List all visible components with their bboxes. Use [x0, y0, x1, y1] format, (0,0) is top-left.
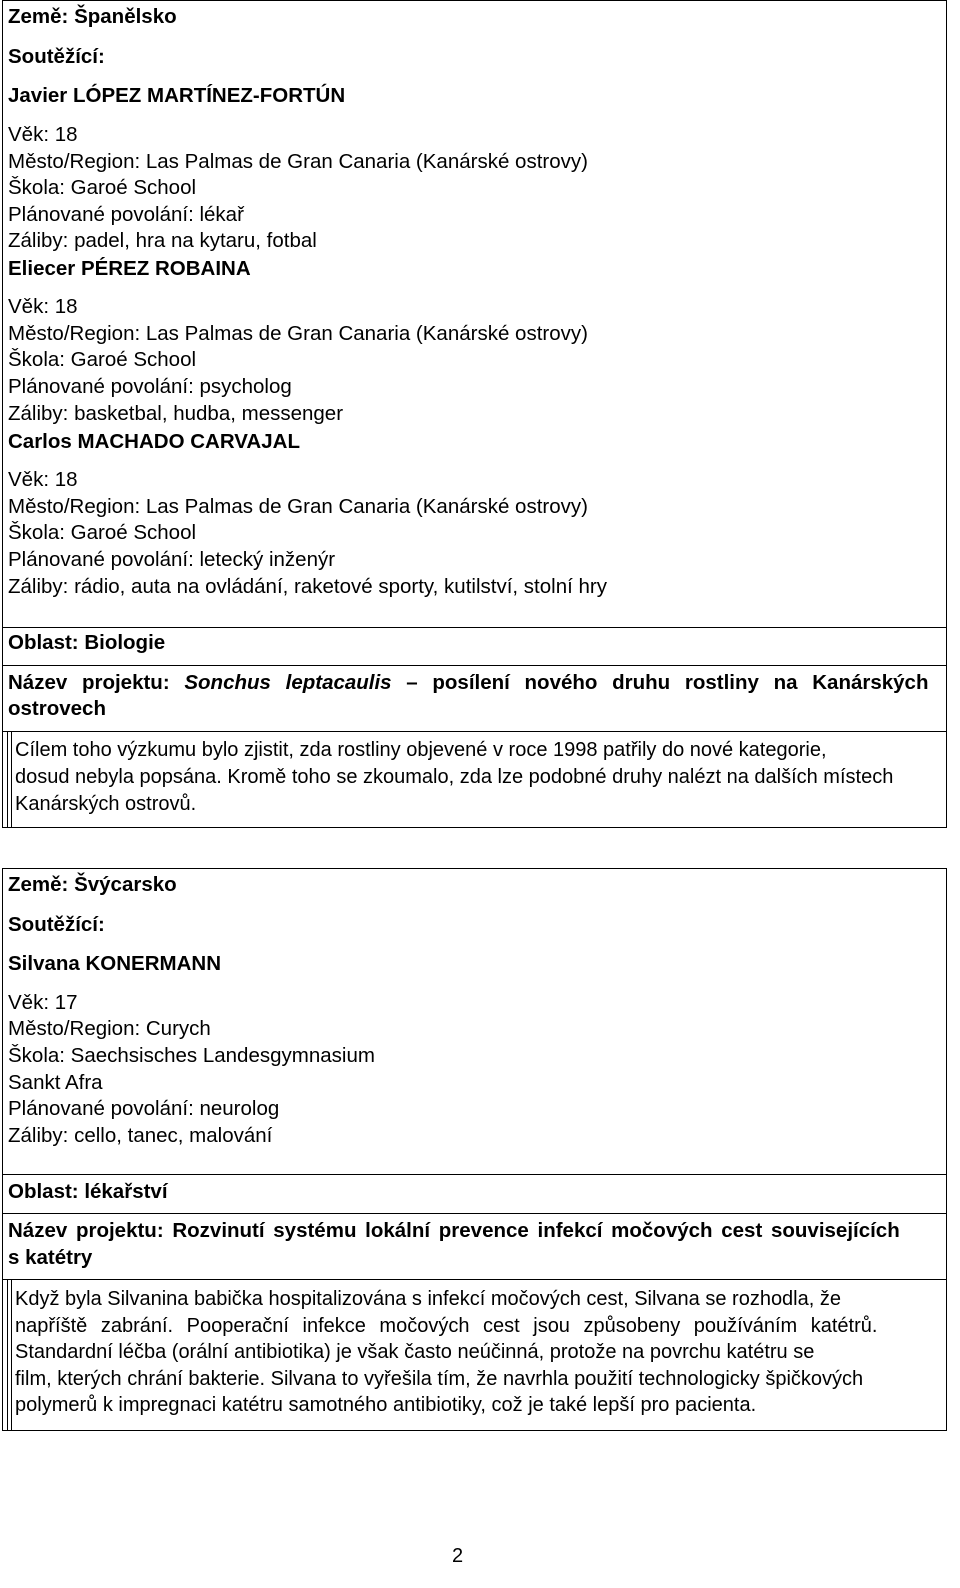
competitor-career: Plánované povolání: letecký inženýr	[8, 548, 336, 571]
project-description	[3, 1279, 946, 1431]
project-description	[3, 731, 946, 828]
competitor-age: Věk: 17	[8, 991, 78, 1014]
competitor-hobbies: Záliby: basketbal, hudba, messenger	[8, 402, 344, 425]
country-heading: Země: Španělsko	[8, 5, 177, 28]
competitor-career: Plánované povolání: neurolog	[8, 1097, 280, 1120]
description-line: film, kterých chrání bakterie. Silvana to vyřešila tím, že navrhla použití technologicky špičkových	[15, 1368, 864, 1390]
project-title-line2: s katétry	[8, 1246, 93, 1269]
description-line: Kanárských ostrovů.	[15, 793, 197, 815]
competitor-school: Škola: Garoé School	[8, 176, 197, 199]
competitor-name: Carlos MACHADO CARVAJAL	[8, 430, 300, 453]
separator	[3, 1213, 946, 1214]
competitor-hobbies: Záliby: rádio, auta na ovládání, raketové sporty, kutilství, stolní hry	[8, 575, 607, 598]
competitor-name: Eliecer PÉREZ ROBAINA	[8, 257, 251, 280]
separator	[3, 665, 946, 666]
description-line: Cílem toho výzkumu bylo zjistit, zda rostliny objevené v roce 1998 patřily do nové kategorie,	[15, 739, 827, 761]
competitors-label: Soutěžící:	[8, 45, 105, 68]
description-line: Když byla Silvanina babička hospitalizována s infekcí močových cest, Silvana se rozhodla, že	[15, 1288, 841, 1310]
project-species: Sonchus leptacaulis	[184, 671, 392, 694]
competitor-age: Věk: 18	[8, 295, 78, 318]
competitor-city: Město/Region: Las Palmas de Gran Canaria (Kanárské ostrovy)	[8, 322, 588, 345]
competitor-city: Město/Region: Las Palmas de Gran Canaria (Kanárské ostrovy)	[8, 150, 588, 173]
project-title: Název projektu: Rozvinutí systému lokální prevence infekcí močových cest souvisejících	[8, 1219, 900, 1242]
project-rest: – posílení nového druhu rostliny na Kanárských	[391, 671, 929, 694]
description-line: Standardní léčba (orální antibiotika) je však často neúčinná, protože na povrchu katétru se	[15, 1341, 815, 1363]
separator	[3, 627, 946, 628]
country-heading: Země: Švýcarsko	[8, 873, 177, 896]
competitor-career: Plánované povolání: lékař	[8, 203, 244, 226]
field-label: Oblast: lékařství	[8, 1180, 168, 1203]
project-title-line2: ostrovech	[8, 697, 106, 720]
competitor-city: Město/Region: Curych	[8, 1017, 211, 1040]
competitor-school: Škola: Garoé School	[8, 348, 197, 371]
description-line: dosud nebyla popsána. Kromě toho se zkoumalo, zda lze podobné druhy nalézt na dalších místech	[15, 766, 894, 788]
description-line: napříště zabrání. Pooperační infekce močových cest jsou způsobeny používáním katétrů.	[15, 1315, 878, 1337]
competitor-school: Škola: Garoé School	[8, 521, 197, 544]
competitor-hobbies: Záliby: padel, hra na kytaru, fotbal	[8, 229, 317, 252]
country-section-spain	[2, 0, 947, 828]
competitor-career: Plánované povolání: psycholog	[8, 375, 292, 398]
competitor-school: Škola: Saechsisches Landesgymnasium	[8, 1044, 375, 1067]
competitor-name: Javier LÓPEZ MARTÍNEZ-FORTÚN	[8, 84, 346, 107]
description-line: polymerů k impregnaci katétru samotného antibiotiky, což je také lepší pro pacienta.	[15, 1394, 757, 1416]
competitor-age: Věk: 18	[8, 468, 78, 491]
competitor-school-cont: Sankt Afra	[8, 1071, 103, 1094]
competitor-name: Silvana KONERMANN	[8, 952, 222, 975]
competitor-city: Město/Region: Las Palmas de Gran Canaria (Kanárské ostrovy)	[8, 495, 588, 518]
country-section-switzerland	[2, 868, 947, 1431]
project-title	[8, 671, 928, 695]
page-number: 2	[452, 1545, 464, 1567]
competitor-age: Věk: 18	[8, 123, 78, 146]
separator	[3, 1174, 946, 1175]
competitors-label: Soutěžící:	[8, 913, 105, 936]
competitor-hobbies: Záliby: cello, tanec, malování	[8, 1124, 273, 1147]
project-prefix: Název projektu:	[8, 671, 185, 694]
field-label: Oblast: Biologie	[8, 631, 166, 654]
